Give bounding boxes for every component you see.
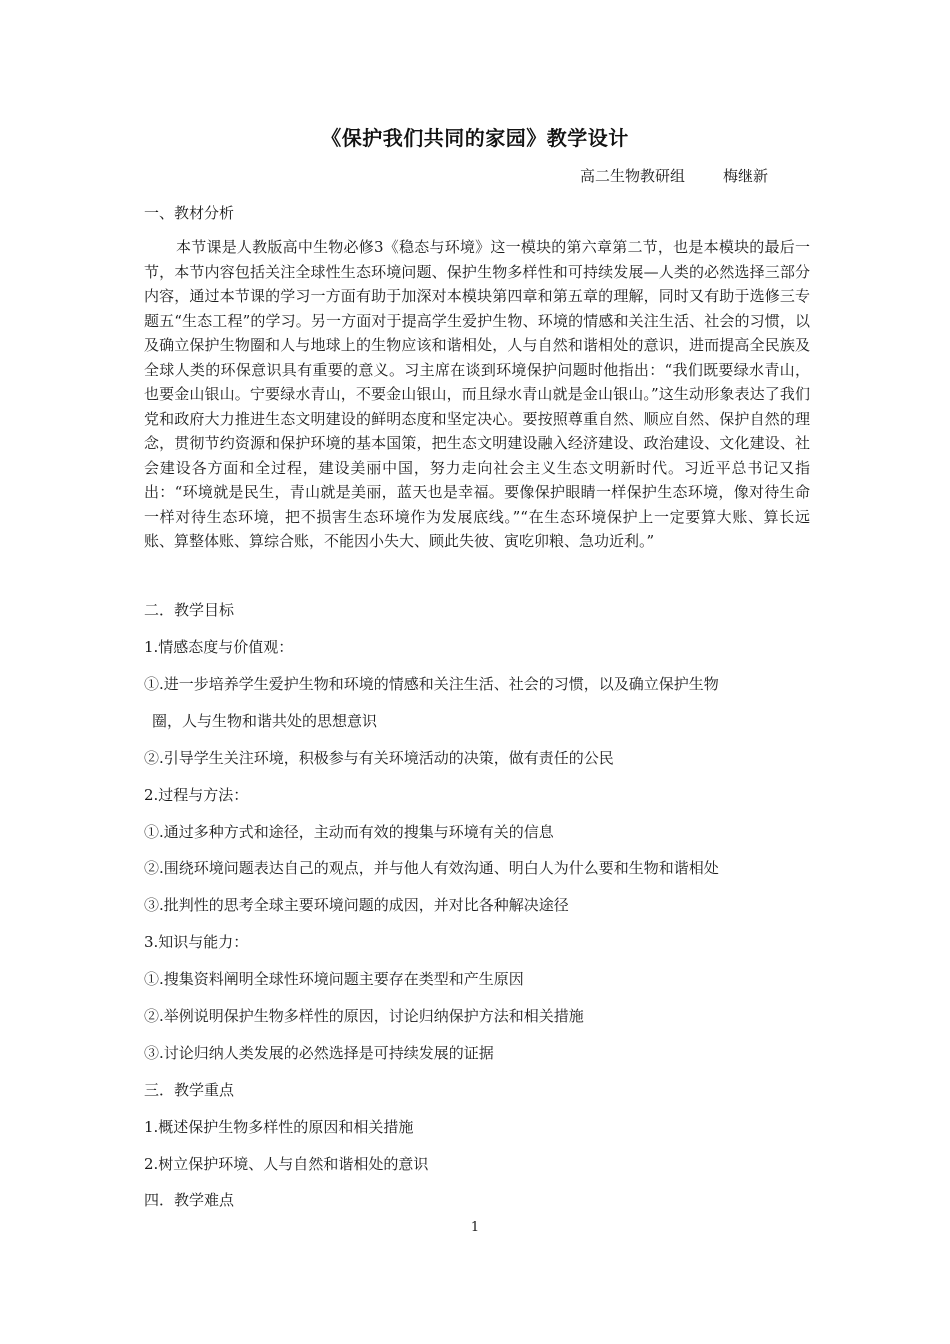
goal3-heading: 3.知识与能力： bbox=[144, 933, 249, 951]
section-heading-focus: 三．教学重点 bbox=[144, 1081, 235, 1099]
goal3-item1: ①.搜集资料阐明全球性环境问题主要存在类型和产生原因 bbox=[144, 970, 524, 988]
goal2-heading: 2.过程与方法： bbox=[144, 786, 249, 804]
goal2-item1: ①.通过多种方式和途径，主动而有效的搜集与环境有关的信息 bbox=[144, 823, 554, 841]
goal1-item2: ②.引导学生关注环境，积极参与有关环境活动的决策，做有责任的公民 bbox=[144, 749, 614, 767]
document-title: 《保护我们共同的家园》教学设计 bbox=[321, 126, 629, 150]
goal1-heading: 1.情感态度与价值观： bbox=[144, 638, 294, 656]
goal3-item2: ②.举例说明保护生物多样性的原因，讨论归纳保护方法和相关措施 bbox=[144, 1007, 584, 1025]
author-name: 梅继新 bbox=[723, 167, 769, 185]
goal3-item3: ③.讨论归纳人类发展的必然选择是可持续发展的证据 bbox=[144, 1044, 494, 1062]
analysis-paragraph: 本节课是人教版高中生物必修3《稳态与环境》这一模块的第六章第二节，也是本模块的最后一节，本节内容包括关注全球性生态环境问题、保护生物多样性和可持续发展—人类的必然选择三部分内容，通过本节课的学习一方面有助于加深对本模块第四章和第五章的理解，同时又有助于选修三专题五“生态工程”的学习。另一方面对于提高学生爱护生物、环境的情感和关注生活、社会的习惯，以及确立保护生物圈和人与地球上的生物应该和谐相处，人与自然和谐相处的意识，进而提高全民族及全球人类的环保意识具有重要的意义。习主席在谈到环境保护问题时他指出：“我们既要绿水青山，也要金山银山。宁要绿水青山，不要金山银山，而且绿水青山就是金山银山。”这生动形象表达了我们党和政府大力推进生态文明建设的鲜明态度和坚定决心。要按照尊重自然、顺应自然、保护自然的理念，贯彻节约资源和保护环境的基本国策，把生态文明建设融入经济建设、政治建设、文化建设、社会建设各方面和全过程，建设美丽中国，努力走向社会主义生态文明新时代。习近平总书记又指出：“环境就是民生，青山就是美丽，蓝天也是幸福。要像保护眼睛一样保护生态环境，像对待生命一样对待生态环境，把不损害生态环境作为发展底线。”“在生态环境保护上一定要算大账、算长远账、算整体账、算综合账，不能因小失大、顾此失彼、寅吃卯粮、急功近利。” bbox=[144, 238, 810, 550]
page-number: 1 bbox=[470, 1220, 480, 1235]
section-heading-goals: 二．教学目标 bbox=[144, 601, 235, 619]
section-heading-difficulties: 四．教学难点 bbox=[144, 1191, 235, 1209]
focus-item2: 2.树立保护环境、人与自然和谐相处的意识 bbox=[144, 1155, 429, 1173]
goal2-item2: ②.围绕环境问题表达自己的观点，并与他人有效沟通、明白人为什么要和生物和谐相处 bbox=[144, 859, 719, 877]
focus-item1: 1.概述保护生物多样性的原因和相关措施 bbox=[144, 1118, 414, 1136]
section-heading-analysis: 一、教材分析 bbox=[144, 204, 235, 222]
goal1-item1-line2: 圈，人与生物和谐共处的思想意识 bbox=[152, 712, 378, 730]
author-line bbox=[580, 165, 768, 186]
goal1-item1-line1: ①.进一步培养学生爱护生物和环境的情感和关注生活、社会的习惯，以及确立保护生物 bbox=[144, 675, 719, 693]
author-group: 高二生物教研组 bbox=[580, 167, 686, 185]
goal2-item3: ③.批判性的思考全球主要环境问题的成因，并对比各种解决途径 bbox=[144, 896, 569, 914]
